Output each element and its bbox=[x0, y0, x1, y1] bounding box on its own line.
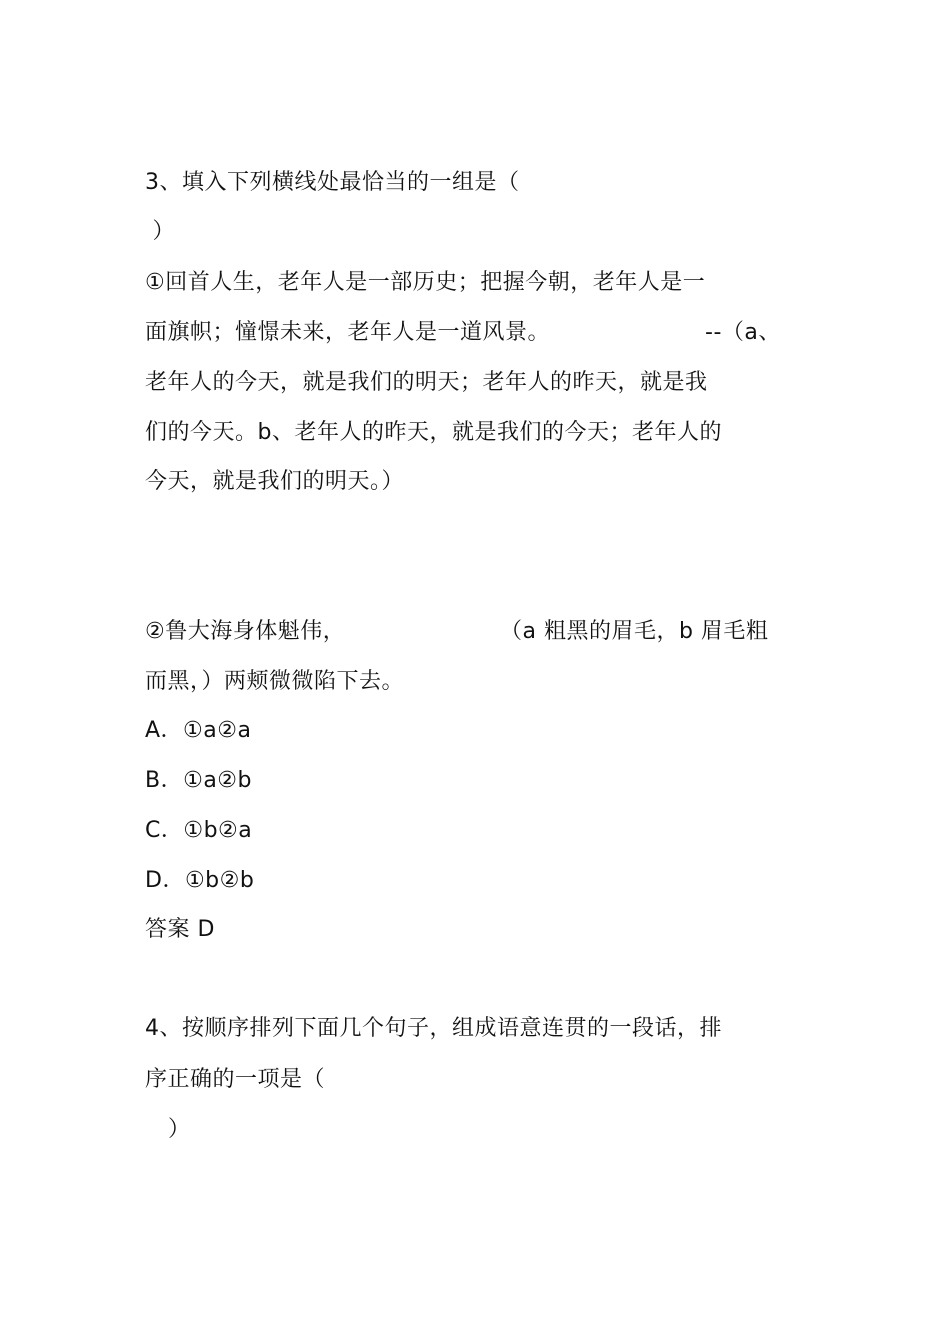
option-a: A．①a②a bbox=[145, 718, 252, 743]
blank-1-line-2: 面旗帜；憧憬未来，老年人是一道风景。 bbox=[145, 320, 551, 345]
blank-2-choices: （a 粗黑的眉毛，b 眉毛粗 bbox=[500, 619, 769, 644]
question-3-title: 3、填入下列横线处最恰当的一组是（ bbox=[145, 170, 520, 195]
option-d: D．①b②b bbox=[145, 868, 255, 893]
option-b: B．①a②b bbox=[145, 768, 252, 793]
question-3-paren-close: ） bbox=[145, 219, 175, 244]
blank-2-line-1: ②鲁大海身体魁伟， bbox=[145, 619, 346, 644]
answer: 答案 D bbox=[145, 917, 215, 942]
blank-1-line-5: 今天，就是我们的明天。） bbox=[145, 469, 405, 494]
question-4-line-1: 4、按顺序排列下面几个句子，组成语意连贯的一段话，排 bbox=[145, 1016, 722, 1041]
blank-1-line-4: 们的今天。b、老年人的昨天，就是我们的今天；老年人的 bbox=[145, 420, 722, 445]
blank-1-choices-start: --（a、 bbox=[705, 320, 781, 345]
question-4-line-2: 序正确的一项是（ bbox=[145, 1067, 326, 1092]
blank-1-line-1: ①回首人生，老年人是一部历史；把握今朝，老年人是一 bbox=[145, 270, 706, 295]
option-c: C．①b②a bbox=[145, 818, 253, 843]
question-4-paren-close: ） bbox=[168, 1117, 191, 1142]
blank-2-line-2: 而黑，）两颊微微陷下去。 bbox=[145, 669, 405, 694]
blank-1-line-3: 老年人的今天，就是我们的明天；老年人的昨天，就是我 bbox=[145, 370, 708, 395]
